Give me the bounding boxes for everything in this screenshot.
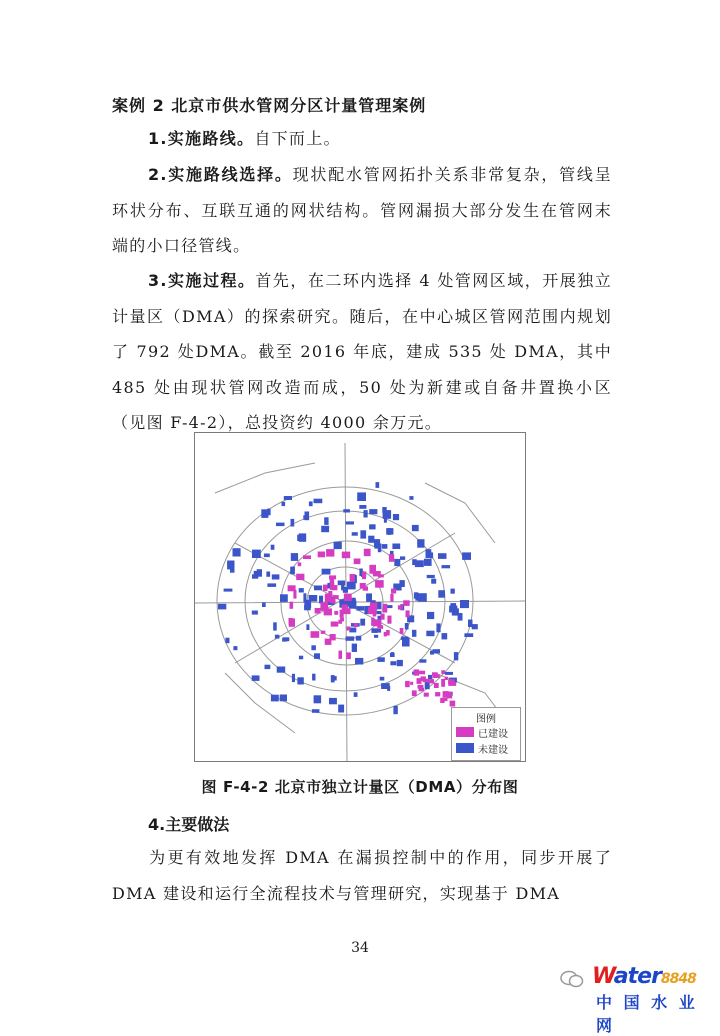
dma-block <box>339 651 343 659</box>
item-2-lead: 2.实施路线选择。 <box>148 165 293 184</box>
dma-block <box>350 585 356 589</box>
dma-block <box>375 544 382 549</box>
dma-block <box>445 672 453 675</box>
dma-block <box>343 608 351 614</box>
dma-block <box>405 681 410 687</box>
dma-block <box>292 674 295 682</box>
dma-block <box>352 644 357 652</box>
dma-block <box>280 695 287 702</box>
dma-block <box>271 695 279 702</box>
dma-block <box>252 550 261 558</box>
dma-block <box>438 590 445 598</box>
dma-block <box>252 574 258 578</box>
dma-block <box>450 701 456 707</box>
dma-block <box>343 509 350 512</box>
dma-block <box>423 679 429 682</box>
dma-block <box>443 691 449 697</box>
dma-block <box>417 678 422 684</box>
dma-block <box>338 705 344 713</box>
dma-block <box>451 589 455 594</box>
watermark-logo-ater: ater <box>613 964 661 989</box>
dma-block <box>387 616 391 624</box>
item-3-text: 首先，在二环内选择 4 处管网区域，开展独立计量区（DMA）的探索研究。随后，在中心城区管网范围内规划了 792 处DMA。截至 2016 年底，建成 535 处 DMA，其中 485 处由现状管网改造而成，50 处为新建或自备井置换小区（见图 F-4-2），总投资约 4000 余万元。 <box>112 271 612 432</box>
dma-block <box>364 510 368 517</box>
dma-block <box>321 631 326 634</box>
case-heading: 案例 2 北京市供水管网分区计量管理案例 <box>112 96 427 115</box>
dma-block <box>360 619 365 626</box>
section-4-text: 为更有效地发挥 DMA 在漏损控制中的作用，同步开展了 DMA 建设和运行全流程技术与管理研究，实现基于 DMA <box>112 848 612 903</box>
map-legend <box>451 707 521 761</box>
dma-block <box>323 585 328 592</box>
dma-block <box>386 528 393 535</box>
dma-block <box>290 567 295 575</box>
dma-block <box>399 580 404 587</box>
dma-block <box>264 554 270 558</box>
dma-block <box>354 623 358 627</box>
legend-swatch-built <box>456 727 474 737</box>
dma-block <box>424 559 432 566</box>
dma-block <box>452 608 458 616</box>
dma-block <box>398 605 403 609</box>
dma-block <box>284 496 292 500</box>
dma-block <box>273 622 277 630</box>
legend-label-built: 已建设 <box>478 728 508 740</box>
dma-block <box>329 575 336 579</box>
dma-block <box>435 692 440 696</box>
dma-block <box>374 619 382 626</box>
dma-block <box>325 594 333 603</box>
dma-block <box>331 622 339 627</box>
dma-block <box>368 536 374 543</box>
wechat-icon <box>560 970 584 988</box>
dma-block <box>233 548 241 556</box>
dma-block <box>314 586 322 591</box>
dma-block <box>291 519 295 527</box>
dma-block <box>432 672 438 675</box>
dma-block <box>271 545 275 550</box>
dma-block <box>352 532 358 536</box>
dma-block <box>341 582 344 590</box>
dma-block <box>369 565 376 574</box>
dma-block <box>332 585 338 590</box>
dma-block <box>267 583 276 587</box>
dma-block <box>357 492 366 501</box>
dma-block <box>280 594 288 602</box>
dma-block <box>472 624 478 629</box>
dma-block <box>428 679 434 683</box>
dma-block <box>347 627 351 631</box>
dma-block <box>252 611 258 615</box>
dma-block <box>397 660 403 666</box>
dma-block <box>303 593 306 602</box>
dma-block <box>309 501 313 506</box>
dma-block <box>381 614 385 620</box>
dma-block <box>438 553 447 559</box>
dma-block <box>297 535 306 541</box>
dma-block <box>340 618 344 622</box>
dma-block <box>375 580 384 588</box>
dma-block <box>442 565 451 568</box>
legend-item-unbuilt <box>456 742 508 754</box>
dma-block <box>424 693 429 697</box>
dma-block <box>306 624 309 630</box>
dma-block <box>276 523 285 527</box>
dma-block <box>445 677 448 680</box>
dma-block <box>290 602 294 609</box>
dma-block <box>392 544 400 550</box>
dma-block <box>265 665 271 669</box>
dma-block <box>299 656 303 660</box>
dma-block <box>224 589 233 592</box>
dma-block <box>412 559 417 565</box>
dma-block <box>267 509 271 516</box>
legend-label-unbuilt: 未建设 <box>478 744 508 756</box>
legend-swatch-unbuilt <box>456 743 474 753</box>
dma-block <box>277 667 286 673</box>
dma-block <box>282 502 286 506</box>
dma-block <box>368 607 375 614</box>
dma-block <box>405 623 409 630</box>
dma-block <box>319 596 323 604</box>
dma-block <box>303 515 306 520</box>
figure-caption: 图 F-4-2 北京市独立计量区（DMA）分布图 <box>201 778 519 796</box>
dma-block <box>389 554 394 562</box>
dma-block <box>334 611 338 615</box>
item-1-lead: 1.实施路线。 <box>148 129 255 148</box>
dma-block <box>441 679 445 687</box>
dma-block <box>434 683 439 688</box>
dma-block <box>330 582 334 586</box>
dma-block <box>291 553 298 561</box>
dma-block <box>315 608 321 614</box>
item-3-paragraph <box>112 263 612 441</box>
dma-block <box>297 677 303 684</box>
dma-block <box>393 514 399 520</box>
dma-block <box>454 652 458 660</box>
section-4-title: 4.主要做法 <box>148 815 230 834</box>
dma-block <box>392 662 396 665</box>
dma-block <box>431 579 436 584</box>
watermark-logo-num: 8848 <box>660 971 696 987</box>
dma-block <box>356 636 362 641</box>
dma-block <box>380 677 385 681</box>
dma-block <box>283 637 290 641</box>
dma-block <box>288 585 296 591</box>
dma-block <box>426 631 434 637</box>
dma-block <box>314 695 322 703</box>
dma-block <box>346 636 355 640</box>
dma-block <box>391 589 396 594</box>
dma-block <box>390 594 393 602</box>
dma-block <box>342 552 350 559</box>
dma-block <box>406 610 410 617</box>
dma-block <box>366 593 372 601</box>
dma-block <box>378 574 384 577</box>
item-1-paragraph <box>112 121 612 157</box>
dma-block <box>440 698 444 703</box>
dma-block <box>430 552 433 558</box>
dma-block <box>325 639 332 645</box>
legend-item-built <box>456 726 508 738</box>
dma-block <box>383 604 388 613</box>
dma-block <box>334 542 342 549</box>
dma-block <box>275 635 280 639</box>
watermark-logo <box>592 964 696 989</box>
dma-block <box>326 549 334 557</box>
dma-block <box>218 604 226 610</box>
dma-block <box>299 588 304 592</box>
dma-block <box>427 612 434 619</box>
dma-block <box>346 521 355 524</box>
dma-block <box>296 574 304 580</box>
watermark-logo-w: W <box>592 964 614 989</box>
dma-block <box>369 524 376 529</box>
dma-block <box>418 671 425 675</box>
dma-block <box>393 706 397 714</box>
dma-block <box>262 603 266 608</box>
dma-block <box>354 559 361 565</box>
dma-block <box>428 675 432 679</box>
dma-block <box>383 510 392 519</box>
dma-block <box>321 526 329 532</box>
dma-block <box>436 623 440 632</box>
dma-block <box>448 682 456 686</box>
dma-block <box>322 569 331 575</box>
dma-block <box>311 645 316 650</box>
dma-block <box>355 658 363 665</box>
dma-block <box>371 628 377 633</box>
dma-block <box>324 608 332 615</box>
legend-title: 图例 <box>476 714 496 725</box>
dma-block <box>441 670 445 674</box>
dma-block <box>314 499 323 504</box>
item-2-text: 现状配水管网拓扑关系非常复杂，管线呈环状分布、互联互通的网状结构。管网漏损大部分发生在管网末端的小口径管线。 <box>112 165 612 255</box>
dma-block <box>400 556 405 560</box>
dma-block <box>252 675 260 681</box>
dma-block <box>359 505 366 509</box>
dma-block <box>314 653 320 659</box>
watermark-subtitle: 中 国 水 业 网 <box>596 993 698 1035</box>
dma-block <box>458 613 463 621</box>
dma-block <box>419 659 426 662</box>
dma-block <box>427 575 435 578</box>
dma-block <box>333 595 339 599</box>
dma-block <box>354 692 358 697</box>
dma-block <box>394 559 400 566</box>
item-3-lead: 3.实施过程。 <box>148 271 256 290</box>
dma-block <box>350 574 355 582</box>
dma-block <box>433 649 441 653</box>
dma-block <box>410 682 413 685</box>
dma-block <box>412 630 416 637</box>
dma-block <box>362 572 366 580</box>
dma-block <box>409 496 413 500</box>
dma-distribution-map <box>194 432 526 762</box>
dma-block <box>298 562 302 566</box>
dma-block <box>464 633 473 637</box>
dma-block <box>412 690 417 696</box>
dma-block <box>312 709 320 713</box>
dma-block <box>403 600 410 606</box>
dma-block <box>303 555 311 559</box>
dma-block <box>309 595 318 602</box>
dma-block <box>225 638 229 644</box>
dma-block <box>402 638 410 647</box>
dma-block <box>400 628 404 634</box>
dma-block <box>364 549 371 557</box>
dma-block <box>384 519 387 523</box>
dma-block <box>390 653 395 657</box>
dma-block <box>460 600 469 608</box>
dma-block <box>419 688 425 692</box>
dma-block <box>311 631 320 638</box>
dma-block <box>356 606 364 611</box>
dma-block <box>376 482 380 488</box>
page-number: 34 <box>351 940 369 956</box>
dma-block <box>417 539 424 548</box>
item-1-text: 自下而上。 <box>254 129 341 148</box>
dma-block <box>381 683 390 689</box>
dma-block <box>376 611 381 614</box>
dma-block <box>289 621 292 625</box>
dma-block <box>344 594 352 601</box>
dma-block <box>382 544 388 549</box>
dma-block <box>462 552 471 560</box>
dma-block <box>377 657 384 662</box>
dma-block <box>340 610 344 618</box>
dma-block <box>324 517 328 525</box>
dma-block <box>369 509 377 514</box>
dma-block <box>442 633 448 639</box>
dma-block <box>346 652 351 659</box>
section-4-paragraph <box>112 840 612 911</box>
dma-block <box>318 552 325 558</box>
item-2-paragraph <box>112 157 612 264</box>
dma-block <box>360 530 366 538</box>
dma-block <box>418 593 427 602</box>
dma-block <box>266 572 270 577</box>
dma-block <box>412 525 419 531</box>
dma-block <box>334 676 337 680</box>
dma-block <box>386 630 390 636</box>
dma-block <box>312 674 315 681</box>
dma-block <box>272 574 280 579</box>
dma-block <box>329 698 337 704</box>
dma-block <box>227 561 234 570</box>
dma-block <box>233 646 237 650</box>
dma-block <box>360 583 366 589</box>
dma-block <box>374 635 378 638</box>
